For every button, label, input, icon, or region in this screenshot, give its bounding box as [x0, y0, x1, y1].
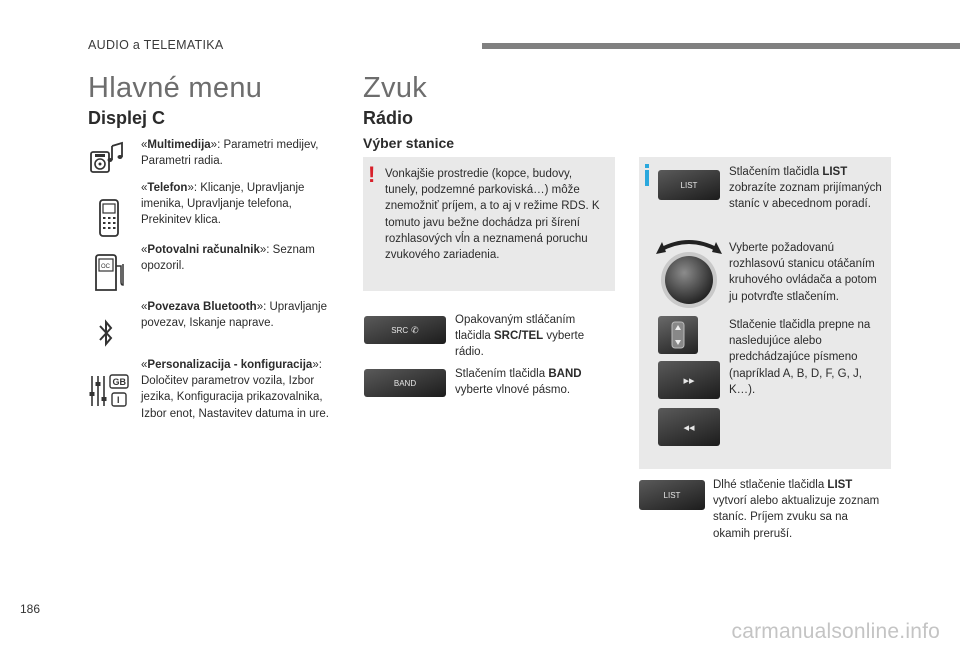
list-button-illustration	[658, 170, 720, 200]
rewind-icon: ◂◂	[683, 421, 695, 434]
item-bluetooth: «Povezava Bluetooth»: Upravljanje povezav, Iskanje naprave.	[141, 301, 328, 330]
band-button-label: BAND	[393, 378, 417, 388]
item-personalization: «Personalizacija - konfiguracija»: Določitev parametrov vozila, Izbor jezika, Konfiguracija prikazovalnika, Izbor enot, Nastavitev datuma in ure.	[141, 359, 329, 420]
settings-language-icon	[88, 372, 130, 410]
src-instruction: Opakovaným stláčaním tlačidla SRC/TEL vyberte rádio.	[455, 314, 585, 359]
seek-rocker-illustration	[658, 316, 698, 354]
src-tel-button-illustration	[364, 316, 446, 344]
svg-text:GB: GB	[112, 377, 126, 387]
svg-text:OC: OC	[101, 264, 110, 270]
sound-title: Zvuk	[363, 72, 428, 104]
phone-icon	[98, 198, 120, 238]
display-subtitle: Displej C	[88, 108, 166, 128]
item-trip-computer: «Potovalni računalnik»: Seznam opozoril.	[141, 244, 315, 273]
info-icon	[645, 170, 649, 186]
list-long-button-label: LIST	[663, 490, 681, 500]
seek-instruction: Stlačenie tlačidla prepne na nasledujúce alebo predchádzajúce písmeno (napríklad A, B, D, F, G, J, K…).	[729, 319, 871, 396]
station-selection-heading: Výber stanice	[363, 135, 455, 151]
watermark: carmanualsonline.info	[731, 620, 940, 643]
seek-forward-button-illustration	[658, 361, 720, 399]
page-number: 186	[20, 602, 41, 616]
radio-subtitle: Rádio	[363, 108, 414, 128]
phone-handset-icon: ✆	[411, 324, 419, 335]
warning-text: Vonkajšie prostredie (kopce, budovy, tunely, podzemné parkoviská…) môže znemožniť príjem, a to aj v režime RDS. K tomuto javu bežne dochádza pri šírení rozhlasových vĺn a neznamená poruchu zvukového zariadenia.	[385, 168, 600, 262]
seek-back-button-illustration	[658, 408, 720, 446]
section-header: AUDIO a TELEMATIKA	[88, 38, 224, 52]
rotary-knob-illustration	[652, 236, 726, 310]
list-instruction: Stlačením tlačidla LIST zobrazíte zoznam prijímaných staníc v abecednom poradí.	[729, 166, 882, 211]
main-menu-title: Hlavné menu	[88, 72, 263, 104]
band-instruction: Stlačením tlačidla BAND vyberte vlnové pásmo.	[455, 368, 582, 397]
warning-icon: !	[368, 162, 376, 187]
knob-instruction: Vyberte požadovanú rozhlasovú stanicu otáčaním kruhového ovládača a potom ju potvrďte stlačením.	[729, 242, 877, 303]
header-bar	[482, 43, 960, 49]
long-press-instruction: Dlhé stlačenie tlačidla LIST vytvorí alebo aktualizuje zoznam staníc. Príjem zvuku sa na okamih preruší.	[713, 479, 880, 540]
src-button-label: SRC	[391, 325, 409, 335]
band-button-illustration	[364, 369, 446, 397]
trip-computer-icon	[92, 252, 126, 294]
list-long-press-button-illustration	[639, 480, 705, 510]
svg-text:I: I	[117, 395, 120, 405]
info-icon-dot	[645, 164, 649, 168]
item-multimedia: «Multimedija»: Parametri medijev, Parametri radia.	[141, 139, 319, 168]
item-phone: «Telefon»: Klicanje, Upravljanje imenika, Upravljanje telefona, Prekinitev klica.	[141, 182, 305, 227]
multimedia-icon	[88, 140, 128, 176]
fast-forward-icon: ▸▸	[683, 374, 695, 387]
list-button-label: LIST	[680, 180, 698, 190]
bluetooth-icon	[98, 318, 114, 348]
